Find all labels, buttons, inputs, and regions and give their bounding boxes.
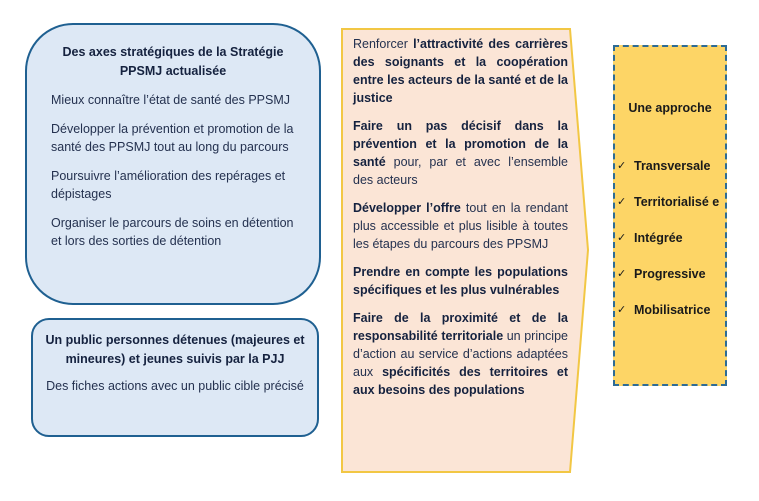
checkmark-icon: ✓ xyxy=(617,160,627,172)
priority-5: Faire de la proximité et de la responsabilité territoriale un principe d’action au service d’actions adaptées aux spécificités des territoires et aux besoins des populations xyxy=(353,311,568,397)
approach-box xyxy=(613,45,727,386)
strategic-axes-title: Des axes stratégiques de la Stratégie PPSMJ actualisée xyxy=(62,45,284,78)
strategic-axes-box xyxy=(25,23,321,305)
target-public-box xyxy=(31,318,319,437)
checkmark-icon: ✓ xyxy=(617,304,627,316)
target-public-title: Un public personnes détenues (majeures et mineures) et jeunes suivis par la PJJ xyxy=(45,333,305,366)
priority-4: Prendre en compte les populations spécifiques et les plus vulnérables xyxy=(353,265,568,297)
approach-list xyxy=(615,158,725,338)
checkmark-icon: ✓ xyxy=(617,196,627,208)
priority-2: Faire un pas décisif dans la prévention et la promotion de la santé pour, par et avec l’ensemble des acteurs xyxy=(353,119,568,187)
priorities-chevron xyxy=(340,28,590,474)
approach-item: ✓ Transversale xyxy=(617,159,711,173)
axis-item: Mieux connaître l’état de santé des PPSMJ xyxy=(51,93,291,107)
target-public-subtitle: Des fiches actions avec un public cible précisé xyxy=(46,379,304,393)
axis-item: Développer la prévention et promotion de la santé des PPSMJ tout au long du parcours xyxy=(51,122,294,154)
checkmark-icon: ✓ xyxy=(617,232,627,244)
approach-item: ✓ Progressive xyxy=(617,267,706,281)
priority-3: Développer l’offre tout en la rendant plus accessible et plus lisible à toutes les étapes du parcours des PPSMJ xyxy=(353,201,568,251)
axis-item: Organiser le parcours de soins en détention et lors des sorties de détention xyxy=(51,216,294,248)
approach-item: ✓ Territorialisé e xyxy=(617,195,720,209)
priority-1: Renforcer l’attractivité des carrières des soignants et la coopération entre les acteurs de la santé et de la justice xyxy=(353,37,568,105)
approach-item: ✓ Intégrée xyxy=(617,231,683,245)
checkmark-icon: ✓ xyxy=(617,268,627,280)
approach-title: Une approche xyxy=(628,101,712,115)
axis-item: Poursuivre l’amélioration des repérages et dépistages xyxy=(51,169,286,201)
approach-item: ✓ Mobilisatrice xyxy=(617,303,711,317)
